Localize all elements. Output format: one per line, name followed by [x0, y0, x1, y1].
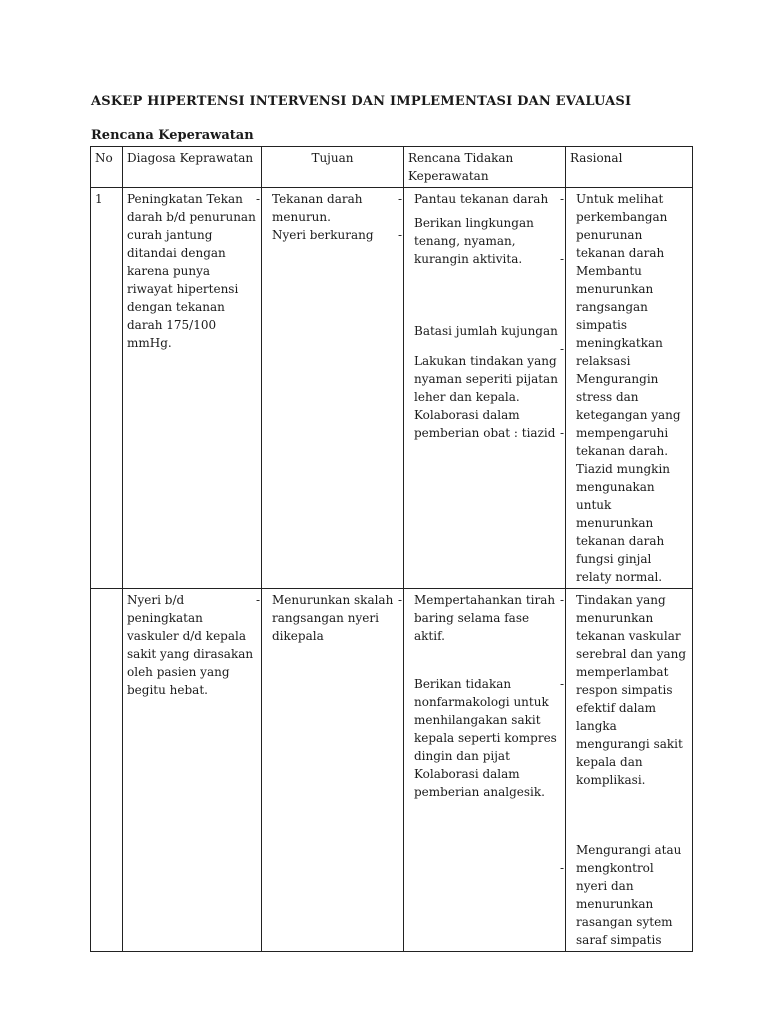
bullet-dash: -: [255, 593, 260, 607]
cell-rencana: [404, 188, 566, 589]
header-no: No: [91, 147, 123, 188]
rencana-text: Kolaborasi dalam pemberian analgesik.: [414, 767, 545, 799]
section-heading: Rencana Keperawatan: [91, 128, 254, 143]
rencana-text: Berikan tidakan nonfarmakologi untuk menhilangakan sakit kepala seperti kompres dingin dan pijat: [414, 677, 557, 763]
bullet-dash: -: [559, 677, 564, 691]
cell-rencana: [404, 589, 566, 952]
list-item: [266, 190, 402, 226]
list-item: [408, 214, 564, 268]
bullet-dash: -: [397, 593, 402, 607]
list-item: [408, 765, 561, 801]
rencana-text: Mempertahankan tirah baring selama fase aktif.: [414, 593, 556, 643]
rencana-text: Lakukan tindakan yang nyaman seperiti pijatan leher dan kepala.: [414, 354, 558, 404]
list-item: [408, 190, 564, 208]
bullet-dash: -: [255, 192, 260, 206]
list-item: [266, 591, 402, 645]
bullet-dash: -: [559, 252, 564, 266]
list-item: [408, 675, 564, 765]
cell-diagnosa: [123, 589, 262, 952]
diagnosa-text: Nyeri b/d peningkatan vaskuler d/d kepala sakit yang dirasakan oleh pasien yang begitu hebat.: [127, 593, 254, 697]
rencana-text: Berikan lingkungan tenang, nyaman, kurangin aktivita.: [414, 216, 534, 266]
list-item: [570, 262, 688, 370]
list-item: [570, 370, 688, 460]
list-item: [127, 591, 260, 699]
list-item: [570, 591, 688, 789]
tujuan-text: Tekanan darah menurun.: [272, 192, 363, 224]
list-item: [127, 190, 260, 352]
bullet-dash: -: [397, 192, 402, 206]
bullet-dash: -: [559, 342, 564, 356]
list-item: [408, 406, 564, 442]
header-rasional: Rasional: [566, 147, 693, 188]
list-item: [408, 591, 564, 645]
table-row: [91, 589, 693, 952]
cell-rasional: [566, 188, 693, 589]
rasional-text: Untuk melihat perkembangan penurunan tekanan darah: [576, 192, 668, 260]
header-rencana: Rencana Tidakan Keperawatan: [404, 147, 566, 188]
bullet-dash: -: [559, 861, 564, 875]
rencana-text: Pantau tekanan darah: [414, 192, 549, 206]
cell-rasional: [566, 589, 693, 952]
list-item: [408, 322, 564, 356]
document-title: ASKEP HIPERTENSI INTERVENSI DAN IMPLEMENTASI DAN EVALUASI: [91, 94, 632, 109]
rasional-text: Mengurangi atau mengkontrol nyeri dan menurunkan rasangan sytem saraf simpatis: [576, 843, 682, 947]
bullet-dash: -: [559, 192, 564, 206]
rasional-text: Tindakan yang menurunkan tekanan vaskular serebral dan yang memperlambat respon simpatis efektif dalam langka mengurangi sakit kepala dan komplikasi.: [576, 593, 687, 787]
cell-diagnosa: [123, 188, 262, 589]
bullet-dash: -: [397, 228, 402, 242]
rasional-text: Tiazid mungkin mengunakan untuk menurunkan tekanan darah fungsi ginjal relaty normal.: [576, 462, 671, 584]
rencana-text: Kolaborasi dalam pemberian obat : tiazid: [414, 408, 556, 440]
table-header-row: [91, 147, 693, 188]
rasional-text: Mengurangin stress dan ketegangan yang mempengaruhi tekanan darah.: [576, 372, 681, 458]
list-item: [570, 460, 688, 586]
rasional-text: Membantu menurunkan rangsangan simpatis meningkatkan relaksasi: [576, 264, 663, 368]
tujuan-text: Menurunkan skalah rangsangan nyeri dikepala: [272, 593, 394, 643]
tujuan-text: Nyeri berkurang: [272, 228, 374, 242]
table-row: [91, 188, 693, 589]
bullet-dash: -: [559, 426, 564, 440]
cell-tujuan: [262, 589, 404, 952]
list-item: [266, 226, 402, 244]
list-item: [570, 841, 688, 949]
rencana-text: Batasi jumlah kujungan: [414, 324, 558, 338]
bullet-dash: -: [559, 593, 564, 607]
list-item: [408, 352, 561, 406]
cell-tujuan: [262, 188, 404, 589]
list-item: [570, 190, 688, 262]
header-diagnosa: Diagosa Keprawatan: [123, 147, 262, 188]
header-tujuan: Tujuan: [262, 147, 404, 188]
cell-no: [91, 589, 123, 952]
care-plan-table: [90, 146, 693, 952]
diagnosa-text: Peningkatan Tekan darah b/d penurunan curah jantung ditandai dengan karena punya riwayat hipertensi dengan tekanan darah 175/100 mmHg.: [127, 192, 256, 350]
cell-no: 1: [91, 188, 123, 589]
